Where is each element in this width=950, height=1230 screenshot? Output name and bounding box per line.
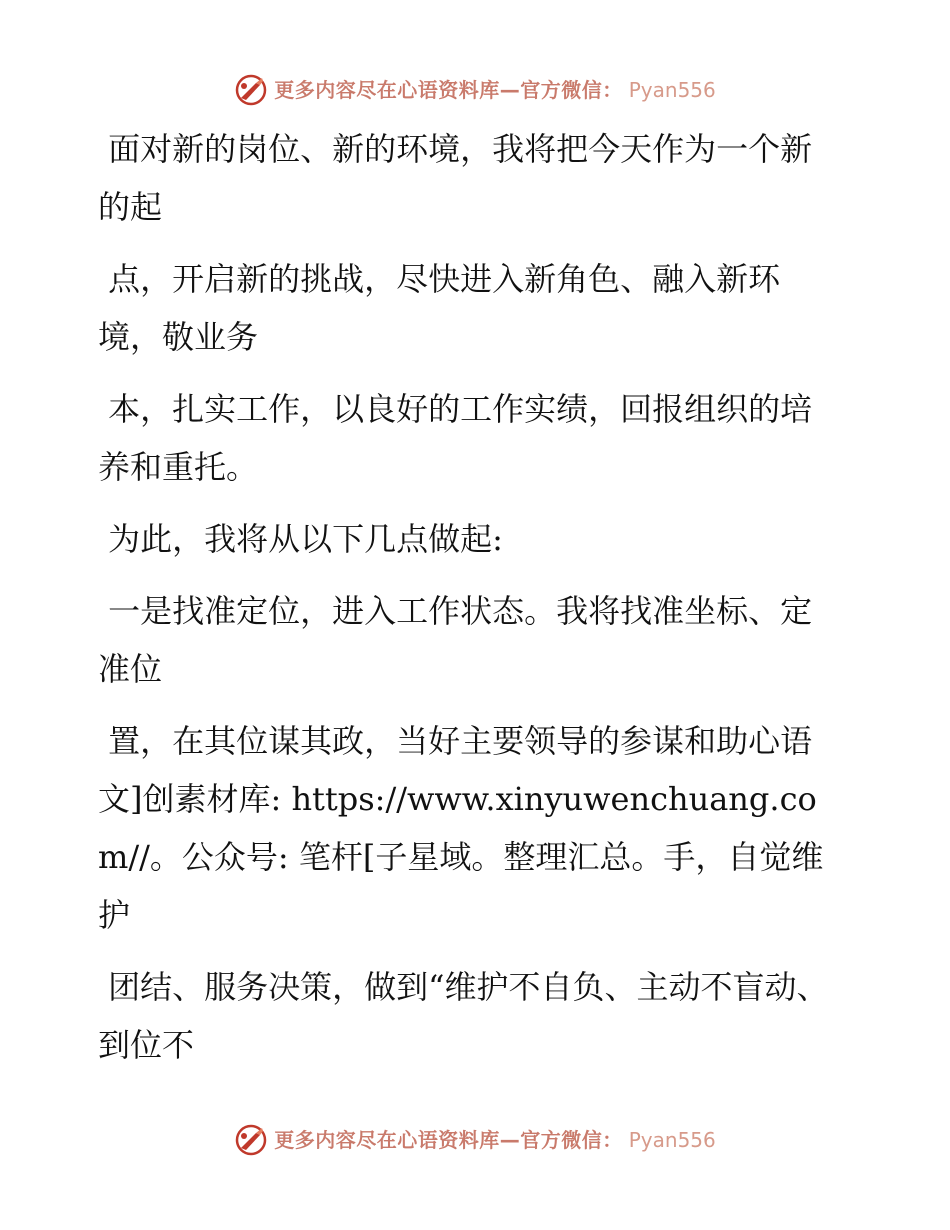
paragraph-7: 团结、服务决策，做到“维护不自负、主动不盲动、到位不: [98, 968, 829, 1064]
watermark-brand: Pyan556: [628, 78, 716, 102]
page-header-watermark: [0, 70, 950, 110]
watermark-text: 更多内容尽在心语资料库—官方微信：: [274, 1128, 623, 1152]
paragraph-6: 置，在其位谋其政，当好主要领导的参谋和助心语文]创素材库: https://www.xinyuwenchuang.com//。公众号: 笔杆[子星域。整理汇总。手，自觉维护: [98, 722, 824, 934]
page-footer-watermark: [0, 1120, 950, 1160]
watermark-text: 更多内容尽在心语资料库—官方微信：: [274, 78, 623, 102]
paragraph-2: 点，开启新的挑战，尽快进入新角色、融入新环境，敬业务: [98, 260, 781, 356]
body-text: [98, 120, 838, 1090]
paragraph-5: 一是找准定位，进入工作状态。我将找准坐标、定准位: [98, 592, 813, 688]
paragraph-1: 面对新的岗位、新的环境，我将把今天作为一个新的起: [98, 130, 813, 226]
watermark-brand: Pyan556: [628, 1128, 716, 1152]
quill-logo-icon: [234, 1123, 268, 1157]
paragraph-4: 为此，我将从以下几点做起:: [98, 520, 503, 558]
paragraph-3: 本，扎实工作，以良好的工作实绩，回报组织的培养和重托。: [98, 390, 813, 486]
quill-logo-icon: [234, 73, 268, 107]
